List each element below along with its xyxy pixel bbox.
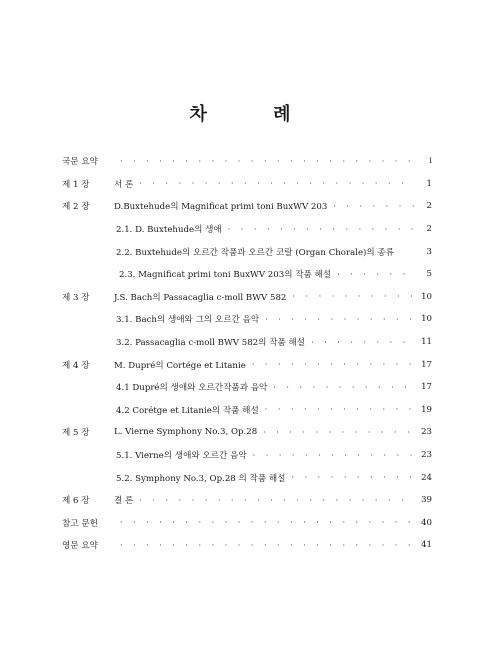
- toc-entry: [62, 263, 432, 286]
- dot-leader: [333, 202, 414, 211]
- toc-page-number: 11: [421, 337, 432, 348]
- dot-leader: [139, 179, 414, 188]
- dot-leader: [120, 157, 414, 166]
- toc-entry: [62, 489, 432, 512]
- toc-entry: [62, 534, 432, 557]
- dot-leader: [120, 518, 414, 527]
- toc-entry-title: 서 론: [114, 179, 134, 190]
- toc-page-number: 17: [421, 359, 432, 370]
- dot-leader: [337, 270, 414, 279]
- toc-page-number: 10: [421, 314, 432, 325]
- dot-leader: [139, 496, 414, 505]
- toc-entry: [62, 218, 432, 241]
- toc-page-number: 39: [421, 495, 432, 506]
- toc-entry-title: 5.1. Vierne의 생애와 오르간 음악: [116, 451, 247, 462]
- dot-leader: [292, 292, 414, 301]
- toc-entry-title: 2.2. Buxtehude의 오르간 작품과 오르간 코랄 (Organ Chorale)의 종류: [116, 247, 395, 258]
- dot-leader: [265, 315, 414, 324]
- toc-entry: [62, 466, 432, 489]
- toc-chapter-label: 영문 요약: [62, 541, 98, 552]
- toc-page-number: 41: [421, 540, 432, 551]
- dot-leader: [265, 405, 414, 414]
- toc-entry-title: 2.3. Magnificat primi toni BuxWV 203의 작품 해설: [119, 270, 332, 281]
- toc-entry-title: 결 론: [114, 496, 134, 507]
- toc-chapter-label: 제 3 장: [62, 292, 90, 303]
- toc-page-number: 2: [426, 201, 432, 212]
- toc-page-number: 17: [421, 382, 432, 393]
- toc-entry-title: 2.1. D. Buxtehude의 생애: [116, 225, 222, 236]
- toc-page-number: 10: [421, 291, 432, 302]
- toc-entry: [62, 353, 432, 376]
- toc-page-number: 23: [421, 450, 432, 461]
- toc-entry-title: J.S. Bach의 Passacaglia c-moll BWV 582: [114, 292, 287, 303]
- toc-chapter-label: 제 5 장: [62, 428, 90, 439]
- toc-entry-title: 3.2. Passacaglia c-moll BWV 582의 작품 해설: [116, 338, 306, 349]
- toc-page-number: 19: [421, 404, 432, 415]
- toc-page-number: 2: [426, 224, 432, 235]
- dot-leader: [252, 360, 414, 369]
- toc-chapter-label: 국문 요약: [62, 157, 98, 168]
- toc-entry: [62, 195, 432, 218]
- toc-entry: [62, 444, 432, 467]
- toc-page-number: 23: [421, 427, 432, 438]
- toc-entry: [62, 512, 432, 535]
- page-title: 차 례: [189, 104, 321, 125]
- dot-leader: [120, 541, 414, 550]
- dot-leader: [273, 383, 414, 392]
- toc-entry: [62, 331, 432, 354]
- toc-page-number: i: [429, 156, 432, 167]
- toc-entry-title: 5.2. Symphony No.3, Op.28 의 작품 해설: [116, 473, 286, 484]
- toc-chapter-label: 제 4 장: [62, 360, 90, 371]
- toc-entry-title: L. Vierne Symphony No.3, Op.28: [114, 427, 258, 438]
- toc-page-number: 1: [426, 178, 432, 189]
- toc-page-number: 5: [426, 269, 432, 280]
- toc-page-number: 40: [421, 517, 432, 528]
- dot-leader: [228, 225, 414, 234]
- toc-entry: [62, 399, 432, 422]
- dot-leader: [291, 473, 414, 482]
- toc-entry-title: M. Dupré의 Cortége et Litanie: [114, 360, 246, 371]
- toc-chapter-label: 제 6 장: [62, 496, 90, 507]
- toc-entry: [62, 421, 432, 444]
- dot-leader: [253, 451, 414, 460]
- toc-entry-title: D.Buxtehude의 Magnificat primi toni BuxWV 203: [114, 202, 328, 213]
- toc-entry-title: 4.1 Dupré의 생애와 오르간작품과 음악: [116, 383, 268, 394]
- toc-page-number: 3: [426, 246, 432, 257]
- toc-entry: [62, 173, 432, 196]
- toc-entry: [62, 286, 432, 309]
- toc-chapter-label: 제 1 장: [62, 179, 90, 190]
- toc-entry-title: 4.2 Corétge et Litanie의 작품 해설: [116, 405, 259, 416]
- dot-leader: [311, 338, 414, 347]
- toc-chapter-label: 참고 문헌: [62, 518, 98, 529]
- toc-entry-title: 3.1. Bach의 생애와 그의 오르간 음악: [116, 315, 260, 326]
- toc-entry: [62, 240, 432, 263]
- dot-leader: [263, 428, 414, 437]
- toc-chapter-label: 제 2 장: [62, 202, 90, 213]
- toc-page-number: 24: [421, 472, 432, 483]
- table-of-contents: [62, 150, 432, 557]
- toc-entry: [62, 376, 432, 399]
- toc-entry: [62, 150, 432, 173]
- toc-entry: [62, 308, 432, 331]
